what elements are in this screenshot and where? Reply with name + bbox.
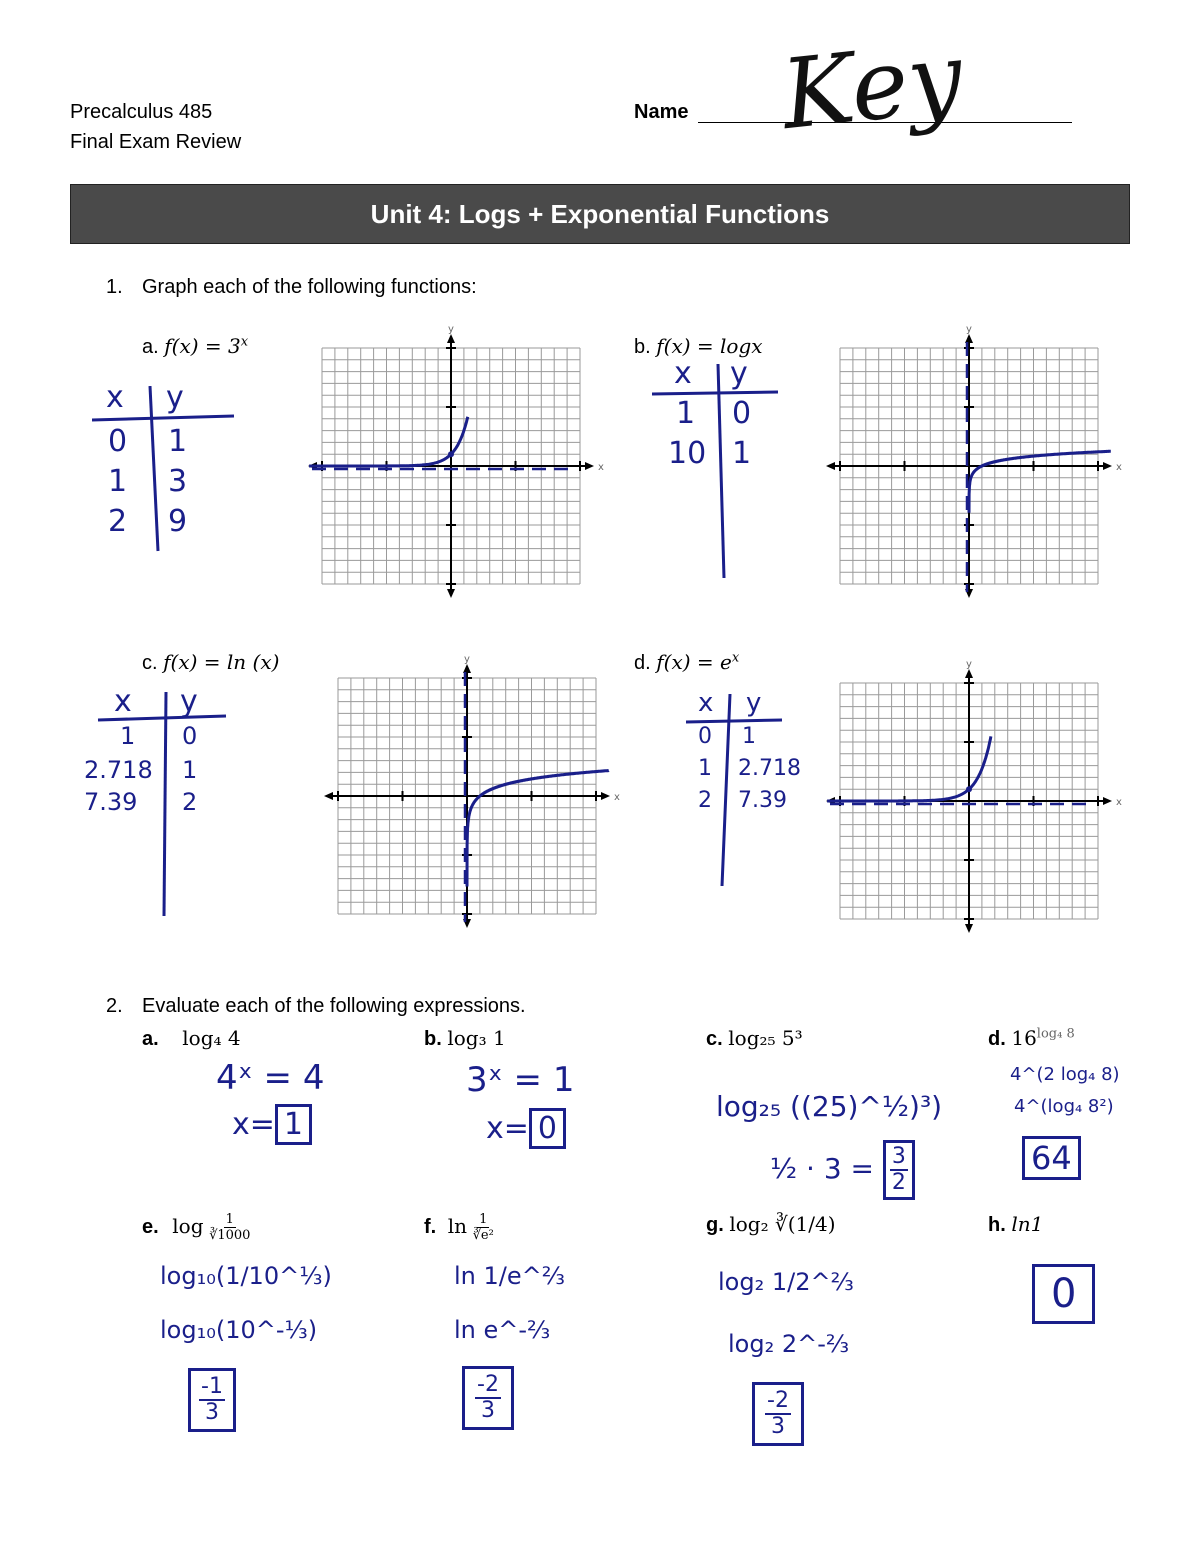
q2a-answer: 1	[275, 1104, 312, 1145]
q1d-graph	[824, 659, 1124, 935]
q1c-col-y: y	[180, 684, 198, 719]
q2a-letter: a.	[142, 1028, 159, 1050]
q1d-r1-y: 1	[742, 724, 756, 749]
q1a-label	[142, 334, 248, 359]
q1a-col-x: x	[106, 380, 124, 415]
q2d-expr-sup: log₄ 8	[1036, 1026, 1075, 1042]
point	[966, 786, 972, 792]
q1a-r1-y: 1	[168, 424, 188, 459]
q1c-r2-x: 2.718	[84, 756, 153, 784]
q1b-letter: b.	[634, 336, 651, 358]
y-axis-arrow	[965, 669, 973, 678]
q1b-r2-x: 10	[668, 436, 707, 471]
point	[448, 451, 454, 457]
q2g-answer	[752, 1382, 804, 1446]
q2g-work-1: log₂ 1/2^⅔	[718, 1268, 854, 1296]
q1c-graph	[326, 654, 620, 930]
q2h-label	[988, 1212, 1043, 1237]
q2-number: 2.	[106, 995, 123, 1017]
q2e-work-1: log₁₀(1/10^⅓)	[160, 1262, 332, 1290]
curve-logx	[969, 451, 1111, 512]
q1b-r1-x: 1	[676, 396, 696, 431]
q1c-r1-x: 1	[120, 722, 136, 750]
q1a-col-y: y	[166, 380, 184, 415]
q2c-label	[706, 1026, 803, 1051]
q1a-r3-y: 9	[168, 504, 188, 539]
q2g-answer-den: 3	[770, 1414, 785, 1439]
q2g-work-2: log₂ 2^-⅔	[728, 1330, 850, 1358]
q1c-r1-y: 0	[182, 722, 198, 750]
q1c-r3-x: 7.39	[84, 788, 138, 816]
curve-lnx	[467, 771, 609, 887]
q2b-answer-line	[486, 1108, 566, 1149]
q2b-letter: b.	[424, 1028, 442, 1050]
x-axis-arrow	[1103, 462, 1112, 470]
q2c-answer-den: 2	[891, 1170, 906, 1195]
q2d-label	[988, 1026, 1075, 1051]
q1-prompt: Graph each of the following functions:	[142, 276, 477, 298]
q1a-r3-x: 2	[108, 504, 128, 539]
q2g-letter: g.	[706, 1214, 724, 1236]
x-axis-label: x	[1116, 797, 1122, 808]
q2d-work-2: 4^(log₄ 8²)	[1014, 1096, 1114, 1117]
curve-ex	[827, 736, 991, 801]
q2a-answer-prefix: x=	[232, 1107, 275, 1142]
x-axis-label: x	[614, 792, 620, 803]
q2h-letter: h.	[988, 1214, 1006, 1236]
q2e-expr-den: ∛1000	[209, 1228, 251, 1243]
q1b-col-x: x	[674, 356, 692, 391]
q1a-sup: x	[240, 334, 249, 350]
q2d-letter: d.	[988, 1028, 1006, 1050]
q1d-r3-x: 2	[698, 788, 712, 813]
q2f-letter: f.	[424, 1215, 437, 1238]
q1a-r1-x: 0	[108, 424, 128, 459]
q2d-expr: 16	[1011, 1026, 1037, 1050]
q1d-letter: d.	[634, 652, 651, 674]
q2c-work-2: ½ · 3 =	[770, 1152, 875, 1185]
q2h-expr: ln1	[1011, 1212, 1044, 1236]
y-axis-arrow	[463, 664, 471, 673]
q2f-answer-den: 3	[480, 1398, 495, 1423]
q2h-answer-line	[1032, 1264, 1095, 1324]
q2f-expr: ln	[447, 1213, 468, 1238]
q2c-letter: c.	[706, 1028, 723, 1050]
q2a-answer-line	[232, 1104, 312, 1145]
x-axis-label: x	[598, 462, 604, 473]
course-title: Precalculus 485	[70, 101, 213, 123]
q1d-col-y: y	[746, 688, 762, 718]
name-signature: Key	[776, 20, 968, 152]
q2e-answer	[188, 1368, 236, 1432]
q2b-expr: log₃ 1	[447, 1026, 506, 1050]
q2g-expr: log₂ ∛(1/4)	[729, 1212, 836, 1236]
x-axis-arrow-left	[826, 462, 835, 470]
q2g-answer-num: -2	[767, 1388, 789, 1413]
name-label: Name	[634, 101, 689, 123]
q2a-expr: log₄ 4	[182, 1026, 241, 1050]
q2a-label	[142, 1026, 241, 1051]
q1b-r1-y: 0	[732, 396, 752, 431]
y-axis-arrow-down	[965, 924, 973, 933]
q2g-label	[706, 1212, 836, 1237]
q2f-answer-num: -2	[477, 1372, 499, 1397]
q1c-r3-y: 2	[182, 788, 198, 816]
q1a-letter: a.	[142, 336, 159, 358]
q2c-answer	[883, 1140, 915, 1200]
q1b-func: f(x) = logx	[656, 334, 763, 358]
q1a-graph	[310, 324, 604, 600]
x-axis-arrow	[585, 462, 594, 470]
q1-number: 1.	[106, 276, 123, 298]
q2e-answer-num: -1	[201, 1374, 223, 1399]
y-axis-label: y	[966, 659, 972, 670]
q2a-work-1: 4ˣ = 4	[216, 1058, 325, 1098]
q2e-label	[142, 1212, 250, 1243]
q1b-col-y: y	[730, 356, 748, 391]
q2b-work-1: 3ˣ = 1	[466, 1060, 575, 1100]
q1d-func: f(x) = e	[656, 650, 732, 674]
q2d-work-1: 4^(2 log₄ 8)	[1010, 1064, 1120, 1085]
q1b-table-lines	[652, 364, 802, 584]
q2b-label	[424, 1026, 506, 1051]
x-axis-arrow	[601, 792, 610, 800]
q2c-work-1: log₂₅ ((25)^½)³)	[716, 1090, 943, 1123]
q2f-expr-num: 1	[479, 1212, 488, 1227]
q2f-work-1: ln 1/e^⅔	[454, 1262, 565, 1290]
y-axis-label: y	[966, 324, 972, 335]
q1a-r2-x: 1	[108, 464, 128, 499]
q1d-r2-x: 1	[698, 756, 712, 781]
q1d-r2-y: 2.718	[738, 756, 801, 781]
q1a-func: f(x) = 3	[164, 334, 241, 358]
x-axis-arrow-left	[324, 792, 333, 800]
q1d-r1-x: 0	[698, 724, 712, 749]
y-axis-arrow	[447, 334, 455, 343]
q2f-work-2: ln e^-⅔	[454, 1316, 551, 1344]
q2-prompt: Evaluate each of the following expressions.	[142, 995, 526, 1017]
course-subtitle: Final Exam Review	[70, 131, 242, 153]
q1d-r3-y: 7.39	[738, 788, 787, 813]
q2c-expr: log₂₅ 5³	[728, 1026, 803, 1050]
q2d-answer-line	[1022, 1136, 1081, 1180]
q1c-letter: c.	[142, 652, 158, 674]
q2c-work-2-line	[770, 1140, 915, 1200]
q1d-sup: x	[731, 650, 740, 666]
q2f-expr-den: ∛e²	[472, 1228, 494, 1243]
q1d-label	[634, 650, 739, 675]
q2e-answer-den: 3	[204, 1400, 219, 1425]
unit-banner: Unit 4: Logs + Exponential Functions	[70, 184, 1130, 244]
q2f-label	[424, 1212, 494, 1243]
q2f-answer	[462, 1366, 514, 1430]
q2b-answer: 0	[529, 1108, 566, 1149]
q1b-graph	[824, 324, 1124, 600]
q2e-work-2: log₁₀(10^-⅓)	[160, 1316, 318, 1344]
y-axis-arrow-down	[447, 589, 455, 598]
q2e-expr: log	[172, 1213, 204, 1238]
x-axis-label: x	[1116, 462, 1122, 473]
y-axis-label: y	[464, 654, 470, 665]
q1b-r2-y: 1	[732, 436, 752, 471]
q2e-letter: e.	[142, 1215, 159, 1238]
q1c-func: f(x) = ln (x)	[163, 650, 280, 674]
q2c-answer-num: 3	[891, 1144, 906, 1169]
q2d-answer: 64	[1022, 1136, 1081, 1180]
q1c-r2-y: 1	[182, 756, 198, 784]
curve-3x	[309, 417, 468, 466]
q2h-answer: 0	[1032, 1264, 1095, 1324]
y-axis-label: y	[448, 324, 454, 335]
q1a-r2-y: 3	[168, 464, 188, 499]
y-axis-arrow	[965, 334, 973, 343]
q1d-col-x: x	[698, 688, 714, 718]
q1c-label	[142, 650, 279, 675]
q2e-expr-num: 1	[225, 1212, 234, 1227]
x-axis-arrow	[1103, 797, 1112, 805]
q2b-answer-prefix: x=	[486, 1111, 529, 1146]
q1c-col-x: x	[114, 684, 132, 719]
